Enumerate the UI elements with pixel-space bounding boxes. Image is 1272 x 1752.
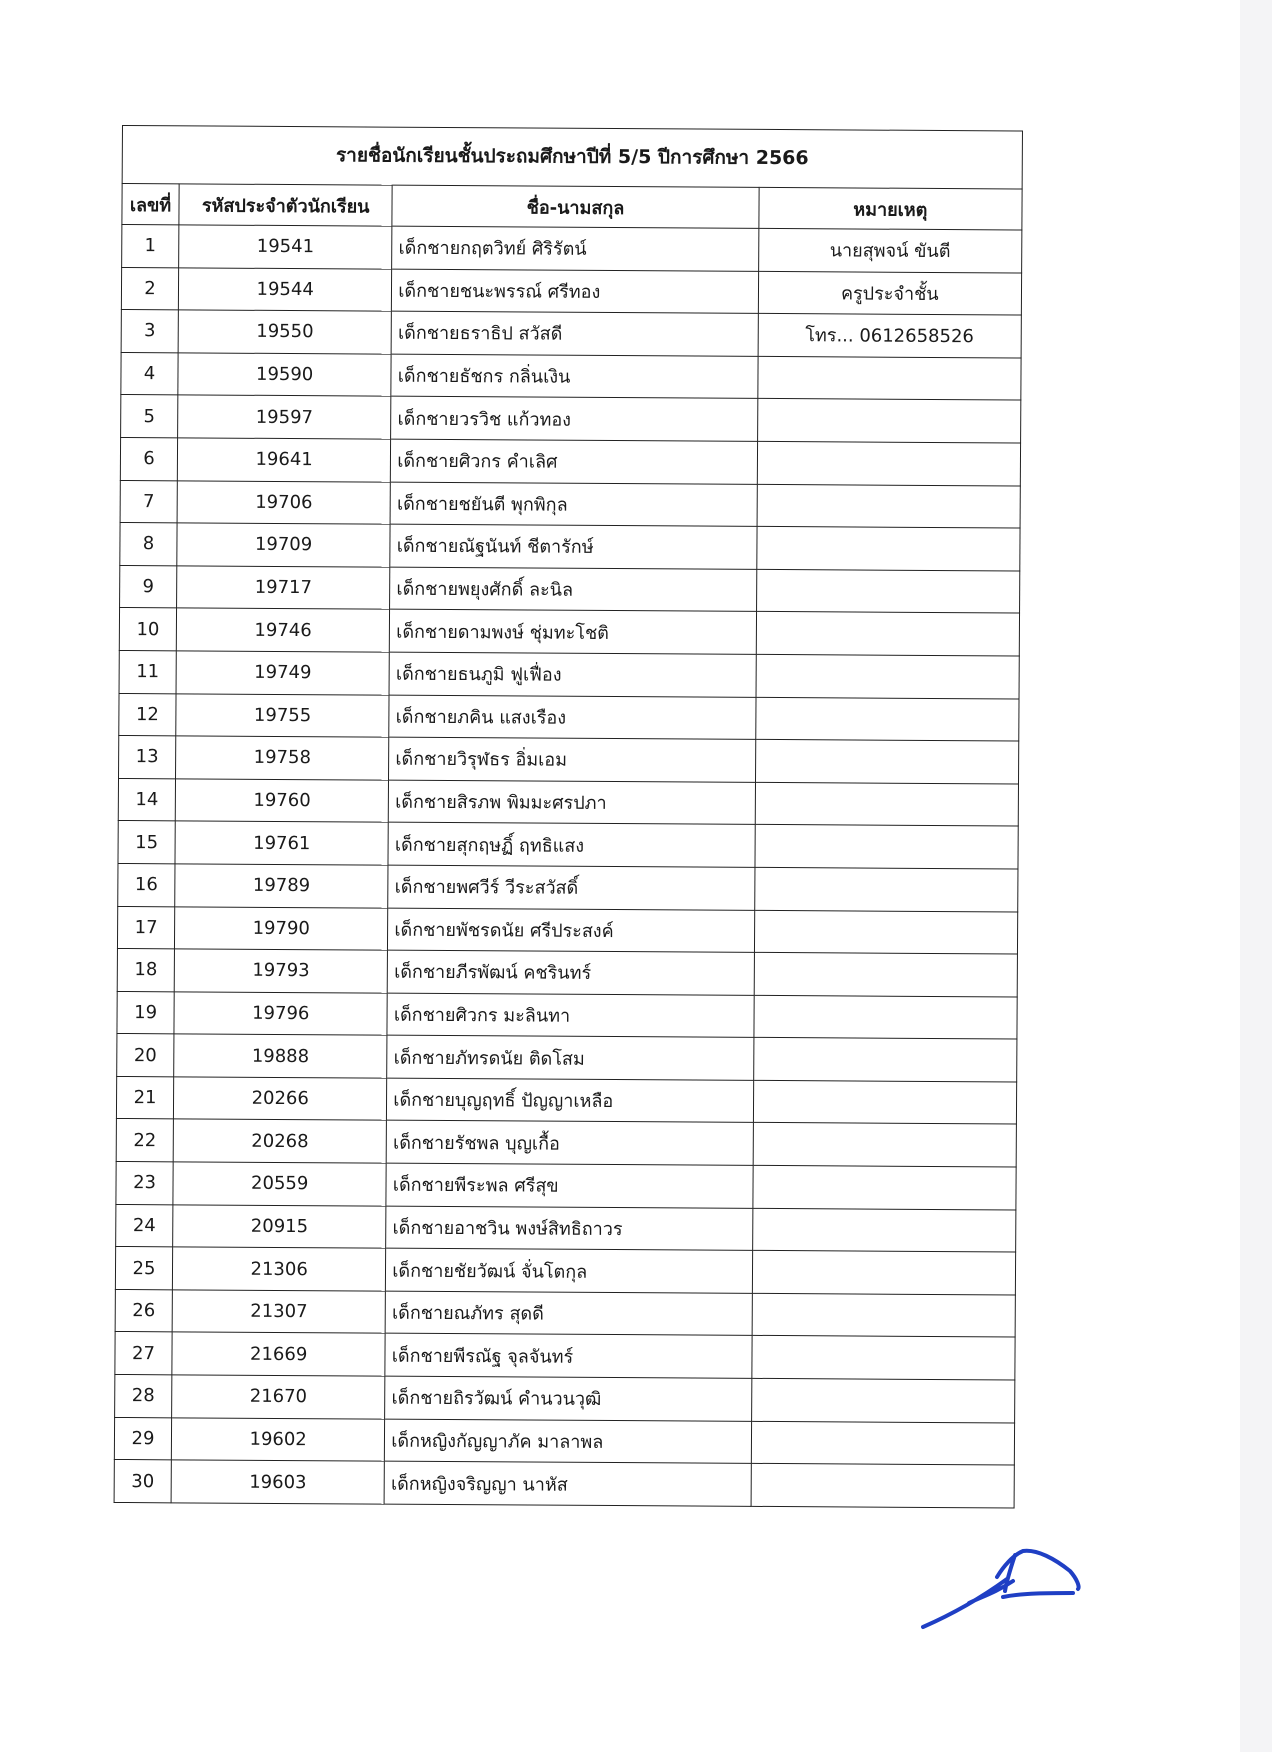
remarks-cell xyxy=(752,1251,1016,1295)
row-number: 23 xyxy=(116,1162,173,1205)
remarks-cell xyxy=(754,867,1018,911)
remarks-cell: นายสุพจน์ ขันตี xyxy=(758,228,1022,272)
row-number: 6 xyxy=(120,437,177,480)
row-number: 27 xyxy=(115,1332,172,1375)
student-id: 19550 xyxy=(178,310,391,354)
table-row xyxy=(121,267,1021,315)
student-id: 20268 xyxy=(173,1119,386,1163)
student-name: เด็กชายวรวิช แก้วทอง xyxy=(391,397,758,442)
table-row xyxy=(119,650,1019,698)
student-name: เด็กชายณภัทร สุดดี xyxy=(385,1291,752,1336)
student-id: 19709 xyxy=(177,523,390,567)
remarks-cell xyxy=(757,484,1021,528)
student-id: 20559 xyxy=(173,1162,386,1206)
student-id: 19641 xyxy=(177,438,390,482)
row-number: 28 xyxy=(115,1375,172,1418)
remarks-cell xyxy=(753,1080,1017,1124)
row-number: 8 xyxy=(120,523,177,566)
student-name: เด็กชายณัฐนันท์ ชีตารักษ์ xyxy=(390,524,757,569)
remarks-cell xyxy=(755,697,1019,741)
remarks-cell xyxy=(756,569,1020,613)
row-number: 7 xyxy=(120,480,177,523)
student-name: เด็กชายสิรภพ พิมมะศรปภา xyxy=(389,780,756,825)
row-number: 29 xyxy=(114,1417,171,1460)
student-id: 19717 xyxy=(177,566,390,610)
table-row xyxy=(116,1076,1016,1124)
student-id: 19597 xyxy=(178,395,391,439)
row-number: 3 xyxy=(121,310,178,353)
student-id: 19761 xyxy=(175,821,388,865)
col-header-student-id: รหัสประจำตัวนักเรียน xyxy=(179,184,392,226)
student-id: 21669 xyxy=(172,1332,385,1376)
remarks-cell xyxy=(753,1123,1017,1167)
row-number: 12 xyxy=(119,693,176,736)
row-number: 17 xyxy=(117,906,174,949)
student-id: 19541 xyxy=(179,225,392,269)
student-id: 19602 xyxy=(171,1417,384,1461)
student-name: เด็กชายธัชกร กลิ่นเงิน xyxy=(391,354,758,399)
remarks-cell xyxy=(752,1336,1016,1380)
remarks-cell xyxy=(756,654,1020,698)
row-number: 15 xyxy=(118,821,175,864)
remarks-cell xyxy=(754,910,1018,954)
remarks-cell xyxy=(755,740,1019,784)
remarks-cell xyxy=(755,782,1019,826)
student-name: เด็กชายพีรณัฐ จุลจันทร์ xyxy=(385,1334,752,1379)
student-name: เด็กชายพัชรดนัย ศรีประสงค์ xyxy=(388,908,755,953)
student-id: 20266 xyxy=(173,1077,386,1121)
table-row xyxy=(117,1034,1017,1082)
remarks-cell xyxy=(757,441,1021,485)
table-row xyxy=(115,1375,1015,1423)
student-id: 19755 xyxy=(176,693,389,737)
remarks-cell xyxy=(754,995,1018,1039)
table-row xyxy=(121,395,1021,443)
student-name: เด็กชายชัยวัฒน์ จั่นโตกุล xyxy=(386,1248,753,1293)
student-id: 21307 xyxy=(172,1290,385,1334)
table-row xyxy=(115,1247,1015,1295)
student-id: 19590 xyxy=(178,353,391,397)
student-roster-table xyxy=(114,125,1023,1508)
student-id: 19888 xyxy=(174,1034,387,1078)
student-id: 19760 xyxy=(175,779,388,823)
remarks-cell xyxy=(754,952,1018,996)
student-id: 19790 xyxy=(175,906,388,950)
remarks-cell xyxy=(757,399,1021,443)
col-header-remarks: หมายเหตุ xyxy=(759,187,1023,230)
student-id: 19793 xyxy=(174,949,387,993)
row-number: 14 xyxy=(118,778,175,821)
student-name: เด็กชายธราธิป สวัสดี xyxy=(391,311,758,356)
row-number: 18 xyxy=(117,949,174,992)
remarks-cell xyxy=(755,825,1019,869)
roster-body xyxy=(114,225,1022,1508)
table-row xyxy=(120,480,1020,528)
table-row xyxy=(114,1417,1014,1465)
student-name: เด็กชายกฤตวิทย์ ศิริรัตน์ xyxy=(392,226,759,271)
student-id: 19749 xyxy=(176,651,389,695)
remarks-cell xyxy=(751,1421,1015,1465)
row-number: 22 xyxy=(116,1119,173,1162)
table-row xyxy=(115,1332,1015,1380)
student-id: 19789 xyxy=(175,864,388,908)
student-name: เด็กชายพยุงศักดิ์ ละนิล xyxy=(390,567,757,612)
table-row xyxy=(120,437,1020,485)
student-id: 19706 xyxy=(177,480,390,524)
row-number: 16 xyxy=(118,863,175,906)
table-row xyxy=(116,1119,1016,1167)
header-row xyxy=(122,184,1022,230)
student-name: เด็กชายพีระพล ศรีสุข xyxy=(386,1163,753,1208)
student-name: เด็กชายวิรุฬธร อิ่มเอม xyxy=(389,737,756,782)
student-id: 21306 xyxy=(172,1247,385,1291)
student-id: 19758 xyxy=(176,736,389,780)
remarks-cell xyxy=(752,1208,1016,1252)
row-number: 5 xyxy=(121,395,178,438)
table-row xyxy=(114,1460,1014,1508)
student-name: เด็กชายบุญฤทธิ์ ปัญญาเหลือ xyxy=(387,1078,754,1123)
remarks-cell xyxy=(751,1378,1015,1422)
row-number: 11 xyxy=(119,650,176,693)
student-id: 19603 xyxy=(171,1460,384,1504)
student-id: 19746 xyxy=(176,608,389,652)
remarks-cell xyxy=(753,1165,1017,1209)
student-id: 20915 xyxy=(173,1204,386,1248)
table-row xyxy=(122,225,1022,273)
row-number: 21 xyxy=(116,1076,173,1119)
row-number: 10 xyxy=(119,608,176,651)
student-name: เด็กชายดามพงษ์ ชุ่มทะโชติ xyxy=(390,609,757,654)
row-number: 26 xyxy=(115,1289,172,1332)
row-number: 13 xyxy=(119,736,176,779)
row-number: 20 xyxy=(117,1034,174,1077)
table-row xyxy=(116,1204,1016,1252)
row-number: 30 xyxy=(114,1460,171,1503)
student-name: เด็กชายพศวีร์ วีระสวัสดิ์ xyxy=(388,865,755,910)
table-row xyxy=(117,949,1017,997)
table-row xyxy=(117,991,1017,1039)
student-name: เด็กชายภคิน แสงเรือง xyxy=(389,695,756,740)
table-row xyxy=(120,565,1020,613)
student-name: เด็กชายศิวกร มะลินทา xyxy=(387,993,754,1038)
table-row xyxy=(119,693,1019,741)
remarks-cell xyxy=(753,1038,1017,1082)
student-name: เด็กชายสุกฤษฏิ์ ฤทธิแสง xyxy=(388,822,755,867)
table-row xyxy=(120,523,1020,571)
row-number: 25 xyxy=(115,1247,172,1290)
row-number: 2 xyxy=(121,267,178,310)
student-name: เด็กชายศิวกร คำเลิศ xyxy=(391,439,758,484)
table-row xyxy=(119,736,1019,784)
student-name: เด็กชายรัชพล บุญเกื้อ xyxy=(386,1121,753,1166)
table-row xyxy=(118,778,1018,826)
table-row xyxy=(116,1162,1016,1210)
remarks-cell xyxy=(757,527,1021,571)
table-row xyxy=(119,608,1019,656)
table-row xyxy=(118,821,1018,869)
table-row xyxy=(117,906,1017,954)
remarks-cell xyxy=(752,1293,1016,1337)
student-name: เด็กชายภัทรดนัย ติดโสม xyxy=(387,1035,754,1080)
remarks-cell xyxy=(756,612,1020,656)
row-number: 9 xyxy=(120,565,177,608)
table-row xyxy=(121,310,1021,358)
remarks-cell xyxy=(758,356,1022,400)
student-id: 21670 xyxy=(172,1375,385,1419)
signature xyxy=(915,1545,1085,1635)
row-number: 1 xyxy=(122,225,179,268)
student-name: เด็กชายชยันตี พุกพิกุล xyxy=(390,482,757,527)
document-title: รายชื่อนักเรียนชั้นประถมศึกษาปีที่ 5/5 ปีการศึกษา 2566 xyxy=(122,125,1023,189)
remarks-cell: ครูประจำชั้น xyxy=(758,271,1022,315)
row-number: 4 xyxy=(121,352,178,395)
col-header-number: เลขที่ xyxy=(122,184,179,225)
student-name: เด็กชายธนภูมิ ฟูเฟื่อง xyxy=(389,652,756,697)
remarks-cell: โทร... 0612658526 xyxy=(758,314,1022,358)
student-name: เด็กชายภีรพัฒน์ คชรินทร์ xyxy=(388,950,755,995)
remarks-cell xyxy=(751,1464,1015,1508)
student-name: เด็กชายอาชวิน พงษ์สิทธิถาวร xyxy=(386,1206,753,1251)
student-name: เด็กหญิงกัญญาภัค มาลาพล xyxy=(385,1419,752,1464)
student-id: 19544 xyxy=(178,267,391,311)
row-number: 19 xyxy=(117,991,174,1034)
col-header-name: ชื่อ-นามสกุล xyxy=(392,185,759,228)
student-id: 19796 xyxy=(174,992,387,1036)
student-name: เด็กหญิงจริญญา นาหัส xyxy=(384,1461,751,1506)
table-row xyxy=(118,863,1018,911)
student-name: เด็กชายชนะพรรณ์ ศรีทอง xyxy=(392,269,759,314)
table-row xyxy=(121,352,1021,400)
row-number: 24 xyxy=(116,1204,173,1247)
student-name: เด็กชายถิรวัฒน์ คำนวนวุฒิ xyxy=(385,1376,752,1421)
table-row xyxy=(115,1289,1015,1337)
